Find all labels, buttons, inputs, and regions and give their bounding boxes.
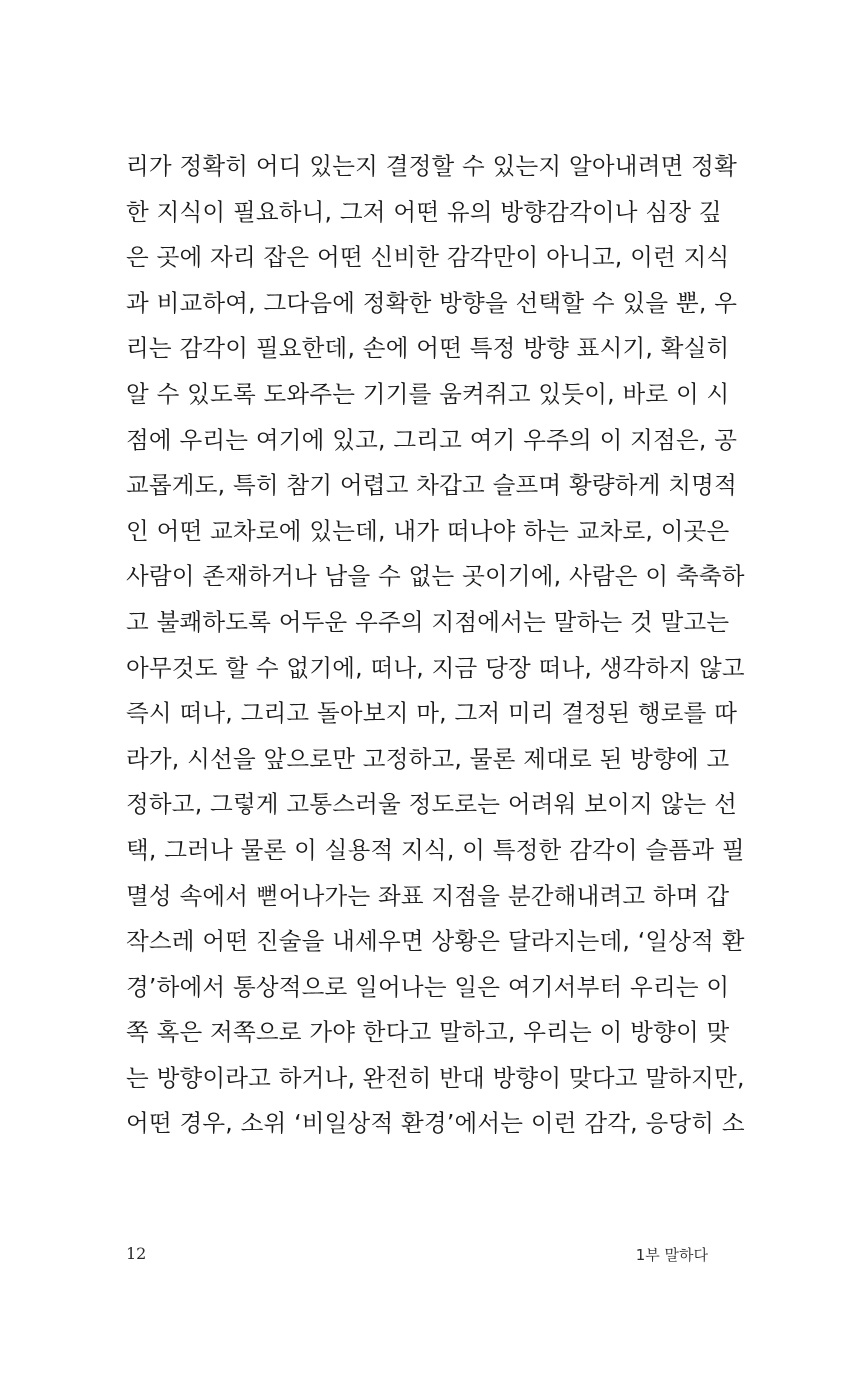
- running-head: 1부 말하다: [635, 1246, 708, 1264]
- text-line: 멸성 속에서 뻗어나가는 좌표 지점을 분간해내려고 하며 갑: [126, 881, 730, 910]
- page-footer: [126, 1240, 708, 1270]
- text-line: 택, 그러나 물론 이 실용적 지식, 이 특정한 감각이 슬픔과 필: [126, 835, 745, 864]
- body-text: [126, 146, 745, 1149]
- text-line: 경’하에서 통상적으로 일어나는 일은 여기서부터 우리는 이: [126, 972, 730, 1001]
- page-number: 12: [126, 1244, 147, 1263]
- text-line: 아무것도 할 수 없기에, 떠나, 지금 당장 떠나, 생각하지 않고: [126, 653, 745, 682]
- text-line: 작스레 어떤 진술을 내세우면 상황은 달라지는데, ‘일상적 환: [126, 927, 745, 956]
- text-line: 리는 감각이 필요한데, 손에 어떤 특정 방향 표시기, 확실히: [126, 334, 730, 363]
- text-line: 점에 우리는 여기에 있고, 그리고 여기 우주의 이 지점은, 공: [126, 425, 738, 454]
- text-line: 알 수 있도록 도와주는 기기를 움켜쥐고 있듯이, 바로 이 시: [126, 379, 730, 408]
- text-line: 라가, 시선을 앞으로만 고정하고, 물론 제대로 된 방향에 고: [126, 744, 730, 773]
- text-line: 정하고, 그렇게 고통스러울 정도로는 어려워 보이지 않는 선: [126, 790, 737, 819]
- text-line: 인 어떤 교차로에 있는데, 내가 떠나야 하는 교차로, 이곳은: [126, 516, 730, 545]
- text-line: 고 불쾌하도록 어두운 우주의 지점에서는 말하는 것 말고는: [126, 607, 730, 636]
- text-line: 리가 정확히 어디 있는지 결정할 수 있는지 알아내려면 정확: [126, 152, 737, 180]
- text-line: 교롭게도, 특히 참기 어렵고 차갑고 슬프며 황량하게 치명적: [126, 471, 737, 500]
- text-line: 어떤 경우, 소위 ‘비일상적 환경’에서는 이런 감각, 응당히 소: [126, 1109, 745, 1138]
- text-line: 은 곳에 자리 잡은 어떤 신비한 감각만이 아니고, 이런 지식: [126, 243, 730, 272]
- text-line: 사람이 존재하거나 남을 수 없는 곳이기에, 사람은 이 축축하: [126, 562, 745, 591]
- text-line: 한 지식이 필요하니, 그저 어떤 유의 방향감각이나 심장 깊: [126, 197, 722, 226]
- text-line: 즉시 떠나, 그리고 돌아보지 마, 그저 미리 결정된 행로를 따: [126, 699, 738, 728]
- text-line: 과 비교하여, 그다음에 정확한 방향을 선택할 수 있을 뿐, 우: [126, 288, 738, 317]
- text-line: 는 방향이라고 하거나, 완전히 반대 방향이 맞다고 말하지만,: [126, 1063, 745, 1092]
- text-line: 쪽 혹은 저쪽으로 가야 한다고 말하고, 우리는 이 방향이 맞: [126, 1018, 730, 1047]
